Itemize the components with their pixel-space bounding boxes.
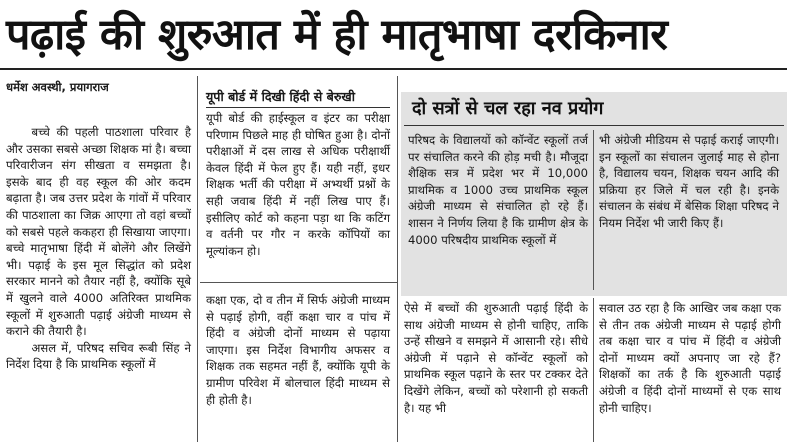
article-column-2-top <box>206 110 390 259</box>
headline-rule <box>0 68 787 70</box>
box-column-2 <box>599 132 779 232</box>
article-column-1 <box>6 124 191 373</box>
box-column-divider <box>593 130 594 290</box>
headline: पढ़ाई की शुरुआत में ही मातृभाषा दरकिनार <box>6 10 668 60</box>
paragraph: भी अंग्रेजी मीडियम से पढ़ाई कराई जाएगी। इन स्कूलों का संचालन जुलाई माह से होना है, विद्यालय चयन, शिक्षक चयन आदि की प्रक्रिया हर जिले में चल रही है। इनके संचालन के संबंध में बेसिक शिक्षा परिषद ने नियम निर्देश भी जारी किए हैं। <box>599 133 779 230</box>
paragraph: ऐसे में बच्चों की शुरुआती पढ़ाई हिंदी के साथ अंग्रेजी माध्यम से होनी चाहिए, ताकि उन्हें सीखने व समझने में आसानी रहे। सीधे अंग्रेजी में पढ़ाने से कॉन्वेंट स्कूलों को प्राथमिक स्कूल पढ़ाने के स्तर पर टक्कर देते दिखेंगे लेकिन, बच्चों को परेशानी हो सकती है। यह भी <box>404 301 588 415</box>
section-divider <box>200 282 398 283</box>
paragraph: यूपी बोर्ड की हाईस्कूल व इंटर का परीक्षा परिणाम पिछले माह ही घोषित हुआ है। दोनों परीक्षाओं में दस लाख से अधिक परीक्षार्थी केवल हिंदी में फेल हुए हैं। यही नहीं, इधर शिक्षक भर्ती की परीक्षा में अभ्यर्थी प्रश्नों के सही जवाब हिंदी में नहीं लिख पाए हैं। इसीलिए कोर्ट को कहना पड़ा था कि कटिंग व वर्तनी पर गौर न करके कॉपियों का मूल्यांकन हो। <box>206 111 390 258</box>
column-divider <box>197 76 198 442</box>
article-column-4-bottom <box>599 300 781 416</box>
box-title: दो सत्रों से चल रहा नव प्रयोग <box>412 98 604 119</box>
article-column-3-bottom <box>404 300 588 416</box>
byline: धर्मेश अवस्थी, प्रयागराज <box>6 80 109 94</box>
box-column-1 <box>408 132 588 248</box>
paragraph: बच्चे की पहली पाठशाला परिवार है और उसका सबसे अच्छा शिक्षक मां है। बच्चा परिवारीजन संग सीखता व समझता है। इसके बाद ही वह स्कूल की ओर कदम बढ़ाता है। जब उत्तर प्रदेश के गांवों में परिवार की पाठशाला का जिक्र आएगा तो वहां बच्चों को सबसे पहले ककहरा ही सिखाया जाएगा। बच्चे मातृभाषा हिंदी में बोलेंगे और लिखेंगे भी। पढ़ाई के इस मूल सिद्धांत को प्रदेश सरकार मानने को तैयार नहीं है, क्योंकि सूबे में खुलने वाले 4000 अतिरिक्त प्राथमिक स्कूलों में शुरुआती पढ़ाई अंग्रेजी माध्यम से कराने की तैयारी है। <box>6 125 191 339</box>
subhead-up-board: यूपी बोर्ड में दिखी हिंदी से बेरुखी <box>206 88 390 108</box>
paragraph: कक्षा एक, दो व तीन में सिर्फ अंग्रेजी माध्यम से पढ़ाई होगी, वहीं कक्षा चार व पांच में हिंदी व अंग्रेजी दोनों माध्यम से पढ़ाया जाएगा। इस निर्देश विभागीय अफसर व शिक्षक तक सहमत नहीं हैं, क्योंकि यूपी के ग्रामीण परिवेश में बोलचाल हिंदी माध्यम से ही होती है। <box>206 293 390 407</box>
paragraph: असल में, परिषद सचिव रूबी सिंह ने निर्देश दिया है कि प्राथमिक स्कूलों में <box>6 340 191 372</box>
paragraph: परिषद के विद्यालयों को कॉन्वेंट स्कूलों तर्ज पर संचालित करने की होड़ मची है। मौजूदा शैक्षिक सत्र में प्रदेश भर में 10,000 प्राथमिक व 1000 उच्च प्राथमिक स्कूल अंग्रेजी माध्यम से संचालित हो रहे हैं। शासन ने निर्णय लिया है कि ग्रामीण क्षेत्र के 4000 परिषदीय प्राथमिक स्कूलों में <box>408 133 588 247</box>
paragraph: सवाल उठ रहा है कि आखिर जब कक्षा एक से तीन तक अंग्रेजी माध्यम से पढ़ाई होगी तब कक्षा चार व पांच में हिंदी व अंग्रेजी दोनों माध्यम क्यों अपनाए जा रहे हैं? शिक्षकों का तर्क है कि शुरुआती पढ़ाई अंग्रेजी व हिंदी दोनों माध्यमों से एक साथ होनी चाहिए। <box>599 301 781 415</box>
column-divider <box>593 298 594 442</box>
article-column-2-bottom <box>206 292 390 408</box>
column-divider <box>397 76 398 442</box>
box-title-underline <box>404 125 784 126</box>
